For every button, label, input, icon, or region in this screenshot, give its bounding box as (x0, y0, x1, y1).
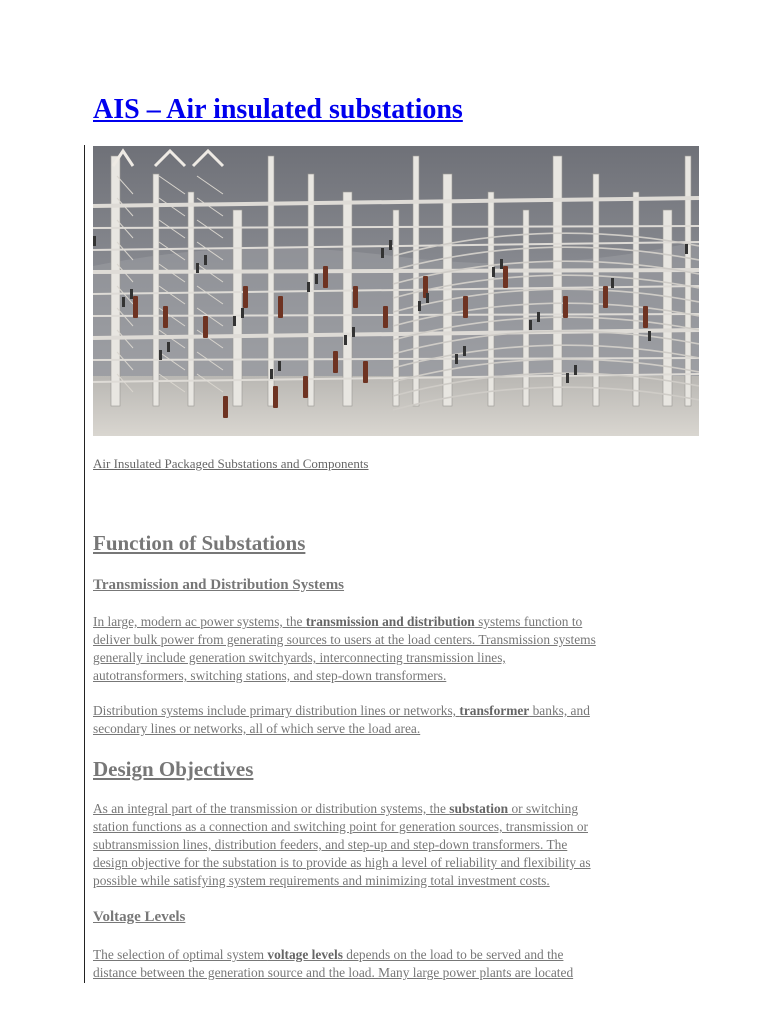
bold-substation: substation (449, 801, 509, 816)
paragraph-line: station functions as a connection and switching point for generation sources, transmission or (93, 819, 588, 834)
substation-photo (93, 146, 699, 436)
left-margin-rule (84, 145, 85, 983)
paragraph-line: possible while satisfying system requirements and minimizing total investment costs. (93, 873, 550, 888)
subheading-transmission-distribution[interactable]: Transmission and Distribution Systems (93, 577, 345, 593)
paragraph-line: Distribution systems include primary distribution lines or networks, transformer banks, and (93, 703, 590, 718)
page-title[interactable]: AIS – Air insulated substations (93, 94, 463, 125)
paragraph-line: design objective for the substation is to provide as high a level of reliability and flexibility as (93, 855, 591, 870)
substation-photo-graphic (93, 146, 699, 436)
heading-design-objectives[interactable]: Design Objectives (93, 757, 254, 781)
paragraph-design-objectives[interactable] (93, 800, 683, 890)
paragraph-line: autotransformers, switching stations, and step-down transformers. (93, 668, 447, 683)
paragraph-line: deliver bulk power from generating sources to users at the load centers. Transmission systems (93, 632, 596, 647)
paragraph-line: As an integral part of the transmission or distribution systems, the substation or switching (93, 801, 579, 816)
bold-transformer: transformer (459, 703, 530, 718)
photo-caption[interactable]: Air Insulated Packaged Substations and Components (93, 456, 369, 471)
bold-transmission-and-distribution: transmission and distribution (305, 614, 475, 629)
paragraph-line: In large, modern ac power systems, the transmission and distribution systems function to (93, 614, 583, 629)
subheading-voltage-levels[interactable]: Voltage Levels (93, 909, 186, 925)
paragraph-transmission-distribution[interactable] (93, 613, 683, 685)
paragraph-line: distance between the generation source and the load. Many large power plants are located (93, 965, 574, 980)
heading-function-of-substations[interactable]: Function of Substations (93, 531, 306, 555)
paragraph-line: subtransmission lines, distribution feeders, and step-up and step-down transformers. The (93, 837, 568, 852)
bold-voltage-levels: voltage levels (267, 947, 343, 962)
paragraph-line: secondary lines or networks, all of which serve the load area. (93, 721, 421, 736)
paragraph-distribution-systems[interactable] (93, 702, 683, 738)
paragraph-line: generally include generation switchyards, interconnecting transmission lines, (93, 650, 506, 665)
paragraph-voltage-levels[interactable] (93, 946, 683, 982)
paragraph-line: The selection of optimal system voltage levels depends on the load to be served and the (93, 947, 564, 962)
